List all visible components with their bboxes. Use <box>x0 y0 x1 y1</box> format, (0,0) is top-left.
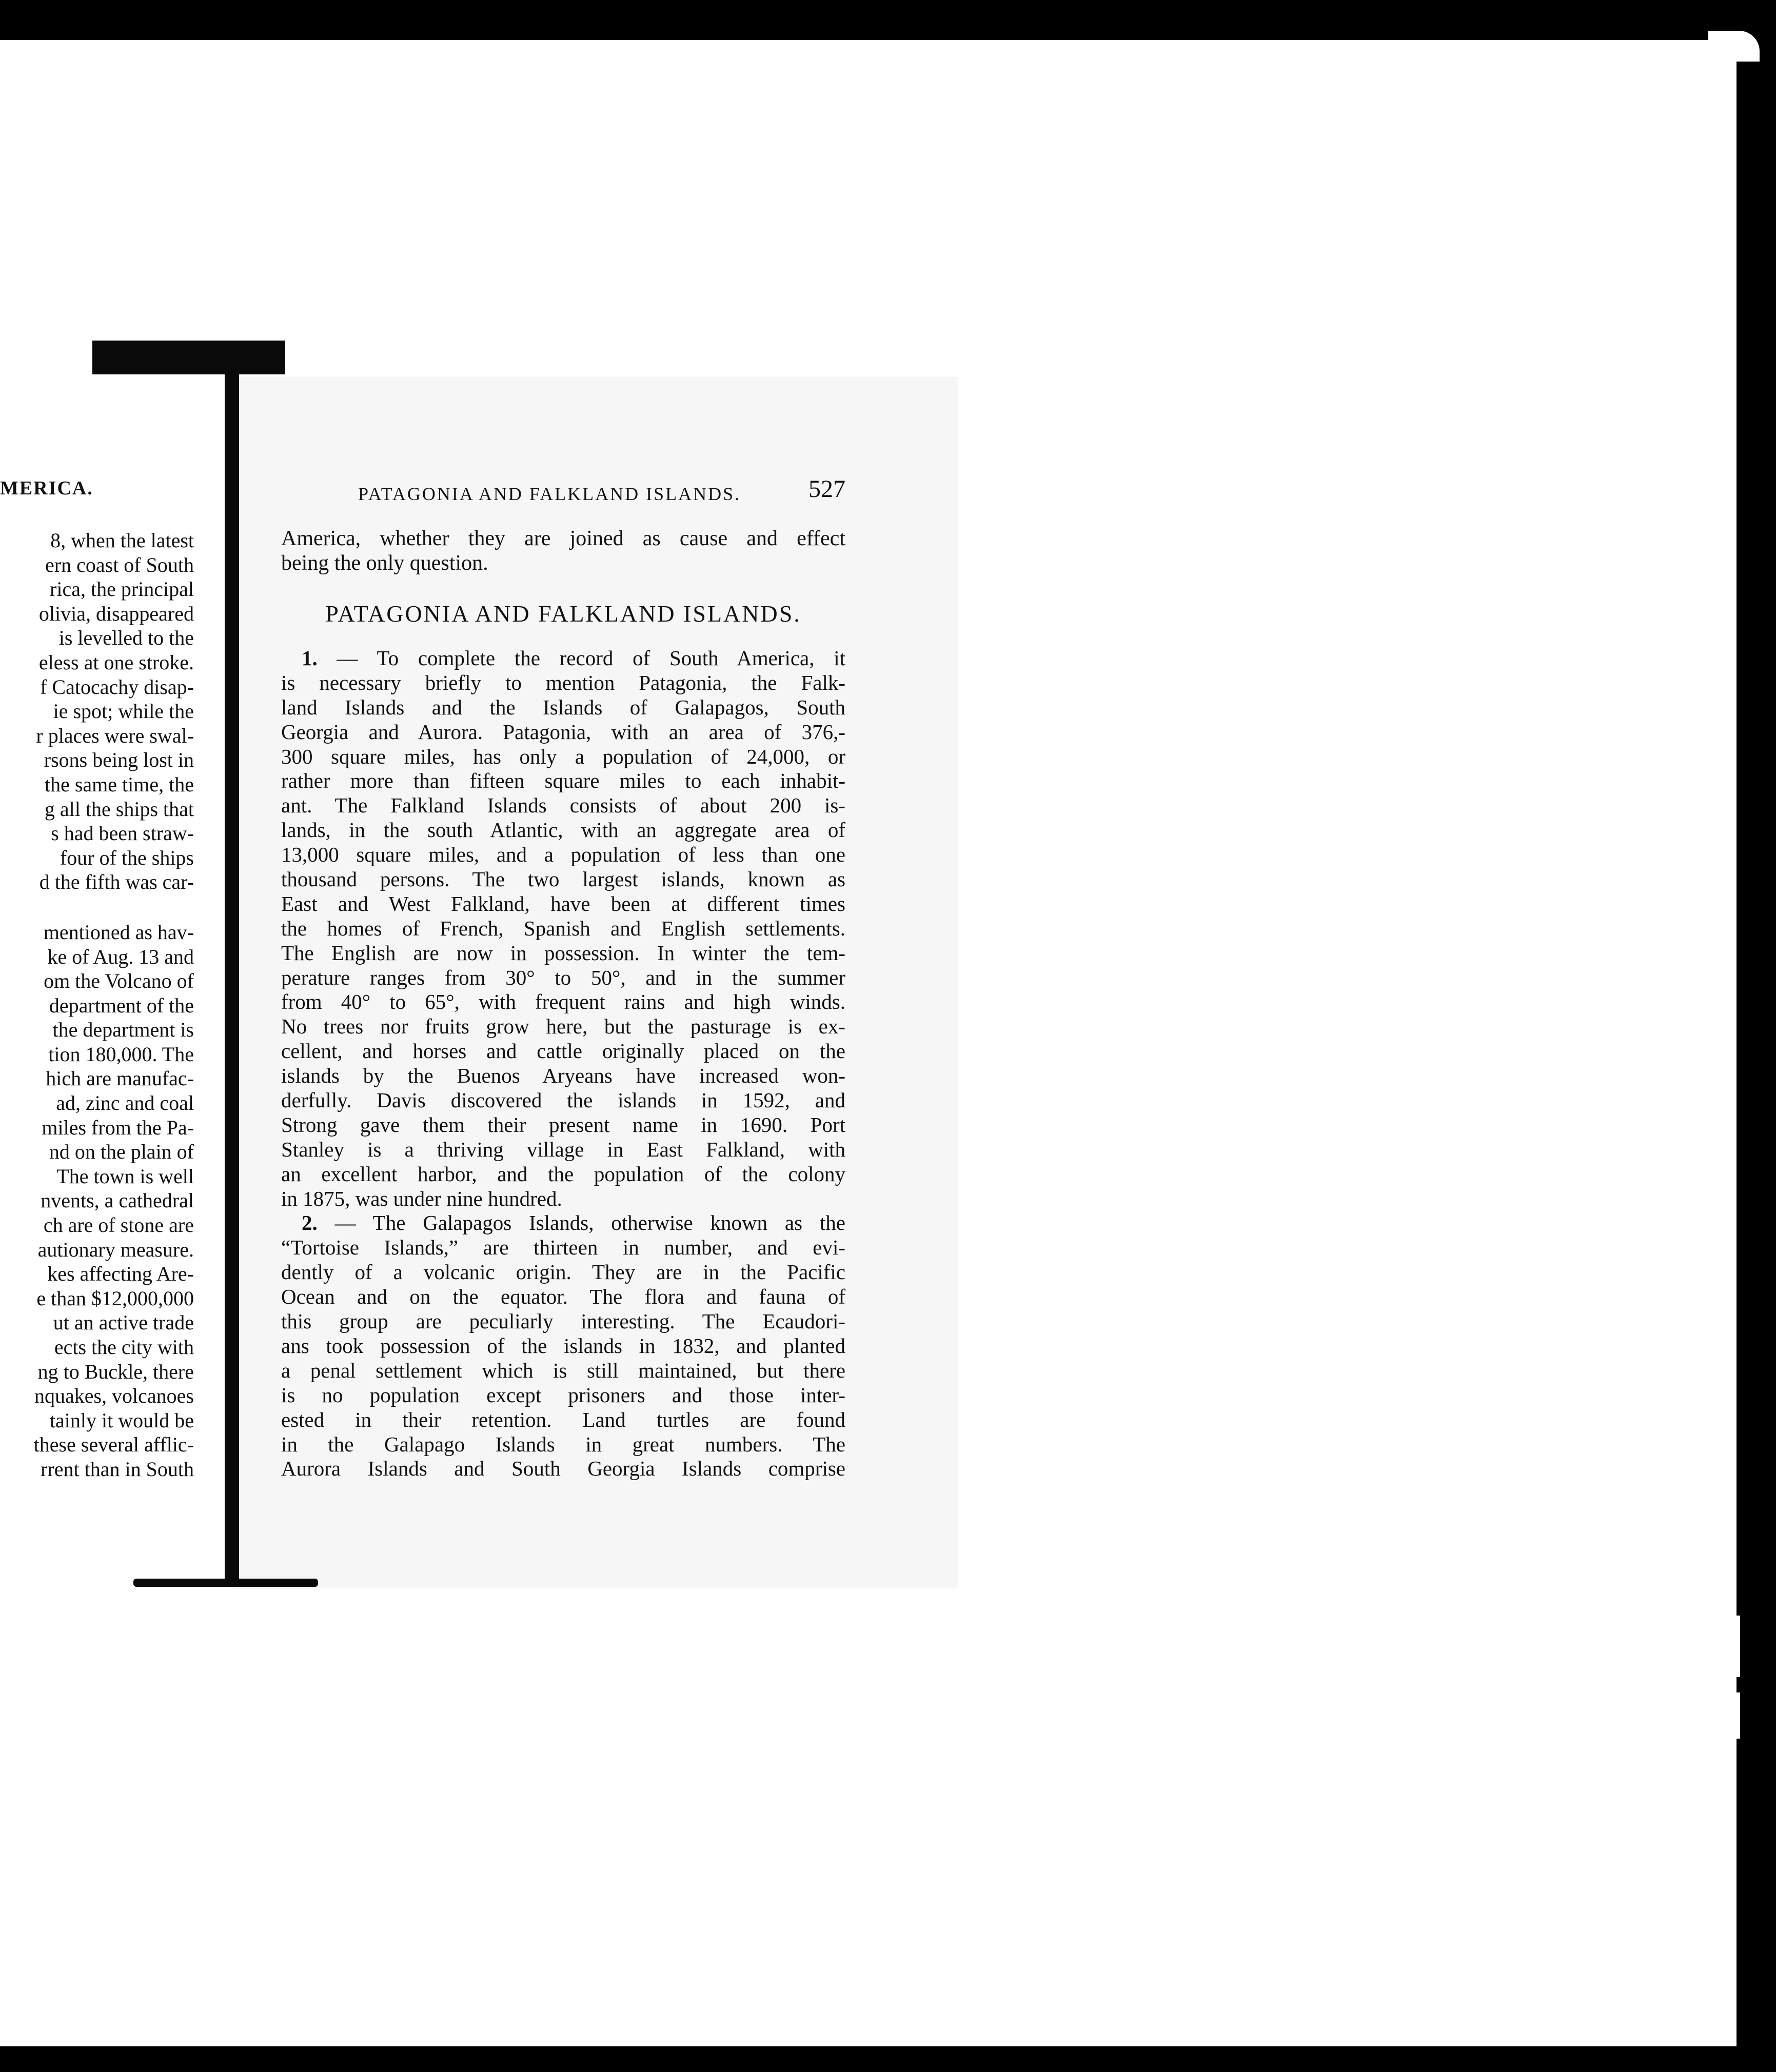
left-text-line: nquakes, volcanoes <box>34 1384 194 1408</box>
left-text-column <box>0 528 194 1482</box>
left-text-line: rica, the principal <box>50 577 194 601</box>
paragraph-1-line: 13,000 square miles, and a population of less than one <box>281 843 845 867</box>
paragraph-2-line: dently of a volcanic origin. They are in the Pacific <box>281 1260 845 1284</box>
paragraph-1-line: No trees nor fruits grow here, but the pasturage is ex- <box>281 1014 845 1039</box>
left-text-line: tion 180,000. The <box>48 1042 194 1066</box>
intro-line: America, whether they are joined as cause and effect <box>281 527 845 550</box>
scan-frame-bottom <box>0 2046 1776 2072</box>
section-title: PATAGONIA AND FALKLAND ISLANDS. <box>325 601 801 627</box>
scan-frame-top <box>0 0 1776 40</box>
paragraph-1-line: lands, in the south Atlantic, with an aggregate area of <box>281 818 845 842</box>
left-text-line: these several afflic- <box>33 1433 194 1457</box>
left-text-line: nvents, a cathedral <box>41 1189 194 1212</box>
paragraph-2-line: a penal settlement which is still maintained, but there <box>281 1358 845 1382</box>
body-text <box>281 646 845 1481</box>
left-text-line: rsons being lost in <box>44 748 194 772</box>
paragraph-1-line: perature ranges from 30° to 50°, and in the summer <box>281 965 845 989</box>
paragraph-1-line: 300 square miles, has only a population of 24,000, or <box>281 744 845 768</box>
paragraph-1-text: — To complete the record of South America, it <box>317 646 845 670</box>
left-text-line: nd on the plain of <box>49 1140 194 1164</box>
left-text-line: ects the city with <box>54 1336 194 1359</box>
paragraph-1-line: ant. The Falkland Islands consists of about 200 is- <box>281 793 845 818</box>
left-text-line: department of the <box>49 993 194 1017</box>
paragraph-2-line: ans took possession of the islands in 1832, and planted <box>281 1333 845 1358</box>
intro-paragraph <box>281 526 845 575</box>
paragraph-1-line: Strong gave them their present name in 1690. Port <box>281 1112 845 1137</box>
paragraph-1-line: Georgia and Aurora. Patagonia, with an area of 376,- <box>281 720 845 744</box>
paragraph-1-line: rather more than fifteen square miles to each inhabit- <box>281 769 845 793</box>
paragraph-1-line: land Islands and the Islands of Galapagos, South <box>281 695 845 719</box>
left-text-line: s had been straw- <box>51 822 194 845</box>
paragraph-1-line <box>281 646 845 671</box>
paragraph-1-number: 1. <box>302 646 318 670</box>
left-text-line: ke of Aug. 13 and <box>47 945 194 968</box>
paragraph-2-line <box>281 1211 845 1236</box>
paragraph-1-line: thousand persons. The two largest islands, known as <box>281 867 845 891</box>
paragraph-1-line: is necessary briefly to mention Patagonia, the Falk- <box>281 670 845 694</box>
left-text-line <box>0 894 194 920</box>
left-text-line: rrent than in South <box>41 1457 194 1481</box>
paragraph-1-line: the homes of French, Spanish and English settlements. <box>281 916 845 940</box>
paragraph-2-text: — The Galapagos Islands, otherwise known as the <box>317 1211 845 1235</box>
paragraph-2-line: “Tortoise Islands,” are thirteen in number, and evi- <box>281 1236 845 1260</box>
left-text-line: ie spot; while the <box>53 700 194 723</box>
paragraph-1-line: The English are now in possession. In winter the tem- <box>281 941 845 965</box>
left-text-line: ad, zinc and coal <box>56 1091 194 1115</box>
paragraph-2-line: in the Galapago Islands in great numbers. The <box>281 1432 845 1456</box>
paragraph-2-number: 2. <box>302 1211 318 1235</box>
paragraph-1-line: East and West Falkland, have been at different times <box>281 891 845 915</box>
paragraph-2-line: Aurora Islands and South Georgia Islands comprise <box>281 1457 845 1481</box>
scan-frame-notch <box>1730 1616 1740 1677</box>
paragraph-2-line: this group are peculiarly interesting. The Ecaudori- <box>281 1309 845 1333</box>
left-text-line: four of the ships <box>60 846 194 869</box>
clamp-stem <box>225 374 239 1584</box>
left-text-line: miles from the Pa- <box>42 1115 194 1139</box>
left-text-line: kes affecting Are- <box>47 1262 194 1286</box>
running-head-title: PATAGONIA AND FALKLAND ISLANDS. <box>358 484 741 504</box>
scan-frame-corner <box>1708 31 1760 62</box>
paragraph-2-line: Ocean and on the equator. The flora and fauna of <box>281 1285 845 1309</box>
paragraph-1-line: an excellent harbor, and the population of the colony <box>281 1162 845 1186</box>
paragraph-2-line: is no population except prisoners and those inter- <box>281 1383 845 1407</box>
paragraph-1-line: derfully. Davis discovered the islands in 1592, and <box>281 1088 845 1112</box>
page-number: 527 <box>808 475 845 503</box>
scan-frame-right <box>1736 0 1776 2072</box>
left-text-line: ng to Buckle, there <box>37 1360 194 1383</box>
intro-line: being the only question. <box>281 551 488 575</box>
paragraph-1-line: from 40° to 65°, with frequent rains and high winds. <box>281 990 845 1014</box>
left-text-line: ch are of stone are <box>43 1213 194 1237</box>
clamp-top-bar <box>92 341 285 374</box>
left-text-line: the same time, the <box>44 772 194 796</box>
scan-frame-notch <box>1730 1692 1740 1739</box>
left-text-line: d the fifth was car- <box>39 870 194 894</box>
left-text-line: e than $12,000,000 <box>36 1286 194 1310</box>
left-text-line: ut an active trade <box>53 1311 194 1334</box>
left-text-line: ern coast of South <box>45 553 194 576</box>
left-text-line: is levelled to the <box>58 626 194 650</box>
left-text-line: autionary measure. <box>37 1238 194 1261</box>
left-text-line: om the Volcano of <box>44 969 194 993</box>
left-text-line: the department is <box>52 1018 194 1042</box>
left-text-line: r places were swal- <box>36 724 194 747</box>
left-text-line: mentioned as hav- <box>43 920 194 944</box>
left-running-head: MERICA. <box>0 477 93 499</box>
paragraph-1-line: islands by the Buenos Aryeans have increased won- <box>281 1064 845 1088</box>
paragraph-2-line: ested in their retention. Land turtles are found <box>281 1407 845 1431</box>
left-text-line: 8, when the latest <box>50 529 194 552</box>
paragraph-1-line: in 1875, was under nine hundred. <box>281 1186 562 1210</box>
paragraph-1-line: cellent, and horses and cattle originally placed on the <box>281 1039 845 1063</box>
paragraph-1-line: Stanley is a thriving village in East Falkland, with <box>281 1137 845 1161</box>
left-text-line: hich are manufac- <box>46 1067 194 1090</box>
left-text-line: tainly it would be <box>49 1408 194 1432</box>
clamp-bottom-bar <box>133 1579 318 1587</box>
left-text-line: olivia, disappeared <box>38 602 194 625</box>
left-text-line: eless at one stroke. <box>38 650 194 674</box>
left-text-line: g all the ships that <box>44 797 194 821</box>
left-text-line: f Catocachy disap- <box>40 675 194 699</box>
left-text-line: The town is well <box>56 1164 194 1188</box>
